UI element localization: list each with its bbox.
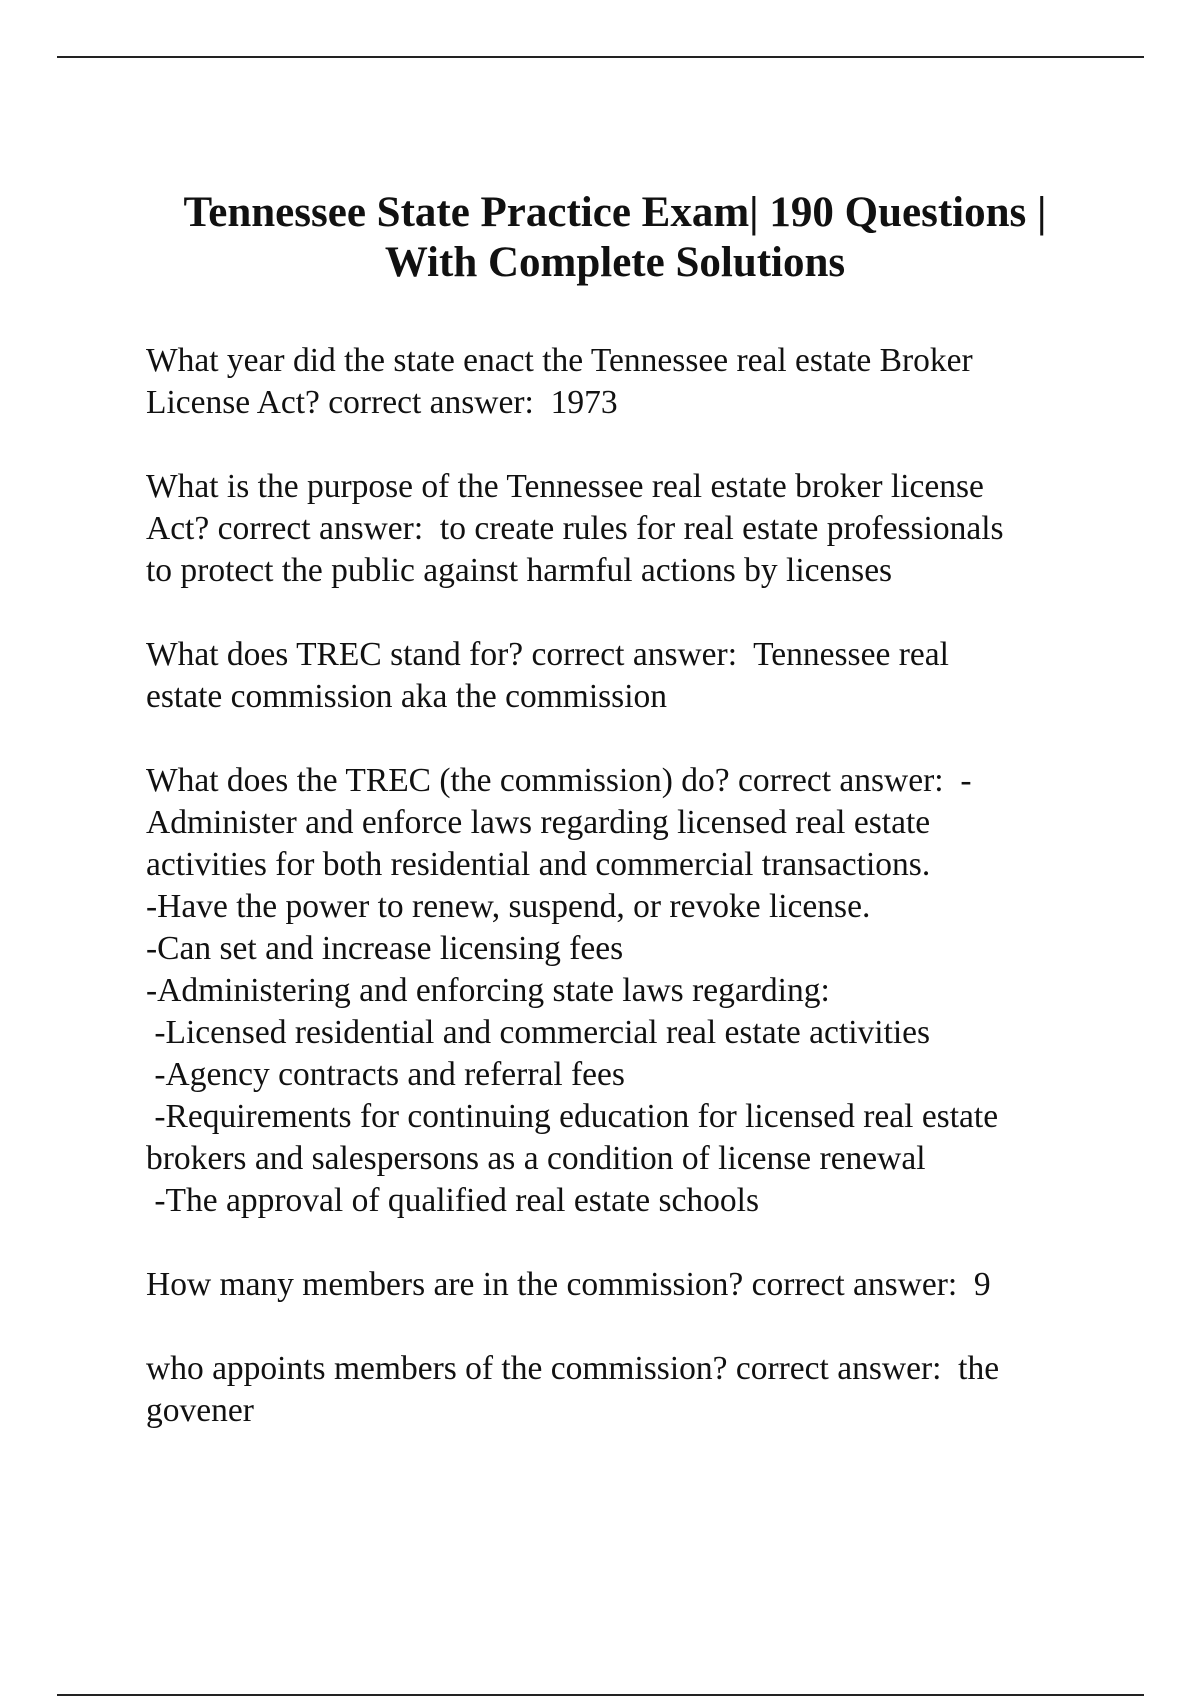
qa-text-line: -Requirements for continuing education for licensed real estate: [146, 1098, 999, 1135]
qa-text-line: License Act? correct answer: 1973: [146, 384, 618, 421]
qa-text-line: who appoints members of the commission? correct answer: the: [146, 1350, 1000, 1387]
qa-text-line: Administer and enforce laws regarding licensed real estate: [146, 804, 931, 841]
qa-text-line: -The approval of qualified real estate schools: [146, 1182, 759, 1219]
question-answer-1: [146, 340, 1146, 424]
qa-text-line: What does the TREC (the commission) do? correct answer: -: [146, 762, 972, 799]
qa-text-line: -Have the power to renew, suspend, or revoke license.: [146, 888, 871, 925]
question-answer-3: [146, 634, 1146, 718]
document-title: [150, 188, 1080, 288]
qa-text-line: Act? correct answer: to create rules for real estate professionals: [146, 510, 1004, 547]
qa-text-line: -Agency contracts and referral fees: [146, 1056, 625, 1093]
qa-text-line: govener: [146, 1392, 254, 1429]
qa-text-line: What year did the state enact the Tennessee real estate Broker: [146, 342, 973, 379]
qa-text-line: -Licensed residential and commercial real estate activities: [146, 1014, 931, 1051]
qa-text-line: activities for both residential and commercial transactions.: [146, 846, 931, 883]
question-answer-6: [146, 1348, 1146, 1432]
title-line-2: With Complete Solutions: [384, 239, 846, 286]
qa-text-line: brokers and salespersons as a condition of license renewal: [146, 1140, 926, 1177]
qa-text-line: estate commission aka the commission: [146, 678, 668, 715]
qa-text-line: What does TREC stand for? correct answer: Tennessee real: [146, 636, 949, 673]
footer-rule: [57, 1694, 1144, 1696]
qa-text-line: -Can set and increase licensing fees: [146, 930, 624, 967]
question-list: [146, 340, 1146, 1474]
qa-text-line: How many members are in the commission? correct answer: 9: [146, 1266, 991, 1303]
title-line-1: Tennessee State Practice Exam| 190 Questions |: [183, 189, 1047, 236]
question-answer-4: [146, 760, 1146, 1222]
qa-text-line: to protect the public against harmful actions by licenses: [146, 552, 893, 589]
question-answer-5: [146, 1264, 1146, 1306]
qa-text-line: -Administering and enforcing state laws regarding:: [146, 972, 830, 1009]
qa-text-line: What is the purpose of the Tennessee real estate broker license: [146, 468, 984, 505]
header-rule: [57, 56, 1144, 58]
question-answer-2: [146, 466, 1146, 592]
